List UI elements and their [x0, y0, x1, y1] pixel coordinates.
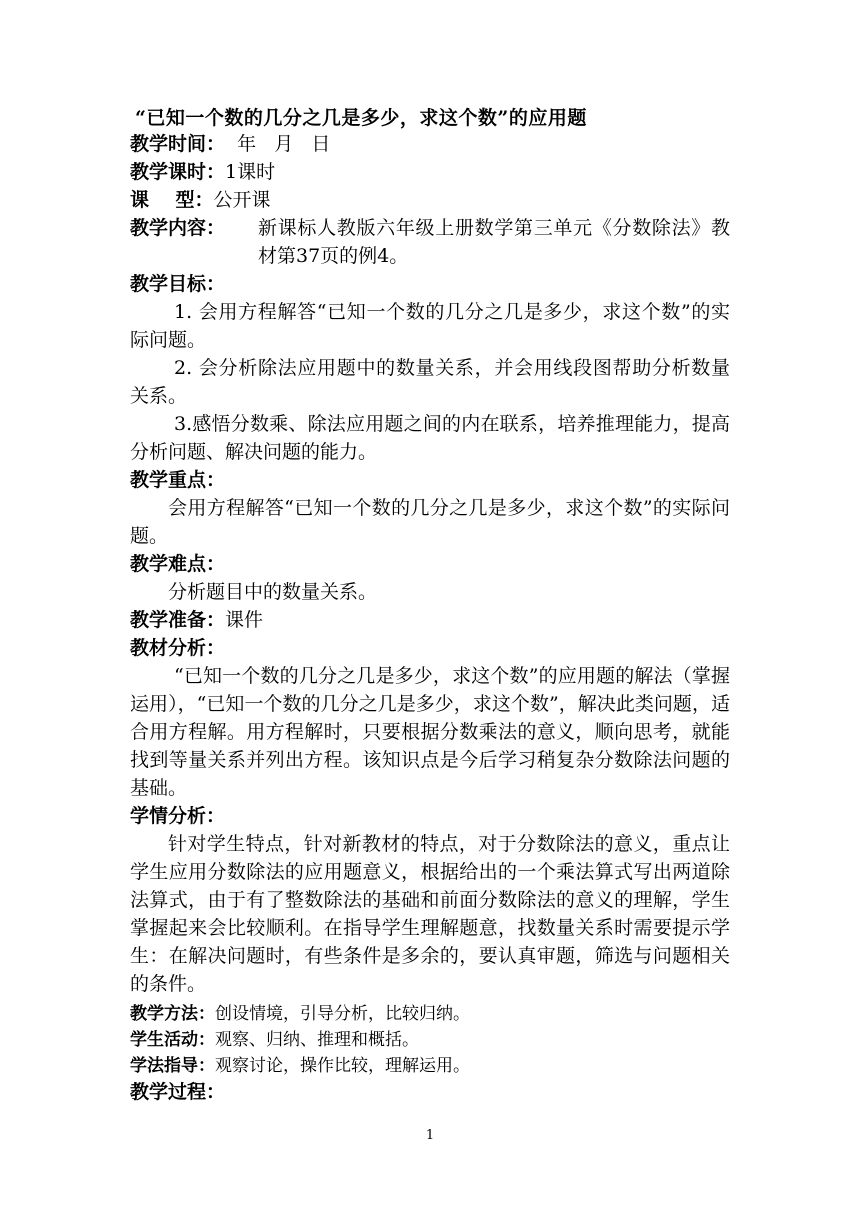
key-point-heading-row — [130, 466, 225, 494]
student-heading-row — [130, 802, 225, 830]
method-text: 创设情境，引导分析，比较归纳。 — [215, 1004, 470, 1024]
material-analysis-text: “已知一个数的几分之几是多少，求这个数”的应用题的解法（掌握运用），“已知一个数的几分之几是多少，求这个数”，解决此类问题，适合用方程解。用方程解时，只要根据分数乘法的意义，顺向思考，就能找到等量关系并列出方程。该知识点是今后学习稍复杂分数除法问题的基础。 — [130, 665, 730, 799]
activity-row — [130, 1026, 419, 1054]
goals-heading-row — [130, 270, 225, 298]
type-row — [130, 186, 270, 214]
difficulty-heading-row — [130, 550, 225, 578]
content-row-label — [130, 214, 225, 242]
guidance-label: 学法指导： — [130, 1056, 215, 1076]
student-analysis-label: 学情分析： — [130, 805, 226, 827]
lesson-title: “已知一个数的几分之几是多少，求这个数”的应用题 — [135, 107, 587, 129]
difficulty-label: 教学难点： — [130, 553, 226, 575]
type-label: 课 型： — [130, 189, 214, 211]
process-heading-row — [130, 1078, 225, 1106]
type-value: 公开课 — [213, 189, 271, 211]
preparation-label: 教学准备： — [130, 609, 226, 631]
preparation-text: 课件 — [225, 609, 264, 631]
activity-text: 观察、归纳、推理和概括。 — [215, 1030, 419, 1050]
time-value: 年 月 日 — [225, 133, 331, 155]
time-row — [130, 130, 330, 158]
content-label: 教学内容： — [130, 217, 226, 239]
activity-label: 学生活动： — [130, 1030, 215, 1050]
method-label: 教学方法： — [130, 1004, 215, 1024]
process-label: 教学过程： — [130, 1081, 226, 1103]
hours-label: 教学课时： — [130, 161, 226, 183]
guidance-text: 观察讨论，操作比较，理解运用。 — [215, 1056, 470, 1076]
page-number: 1 — [425, 1128, 435, 1143]
goals-label: 教学目标： — [130, 273, 226, 295]
hours-row — [130, 158, 275, 186]
key-point-label: 教学重点： — [130, 469, 226, 491]
goal-item: 2. 会分析除法应用题中的数量关系，并会用线段图帮助分析数量关系。 — [130, 357, 730, 407]
key-point-text: 会用方程解答“已知一个数的几分之几是多少，求这个数”的实际问题。 — [130, 497, 730, 547]
method-row — [130, 1000, 470, 1028]
student-analysis-text: 针对学生特点，针对新教材的特点，对于分数除法的意义，重点让学生应用分数除法的应用题意义，根据给出的一个乘法算式写出两道除法算式，由于有了整数除法的基础和前面分数除法的意义的理解，学生掌握起来会比较顺利。在指导学生理解题意，找数量关系时需要提示学生：在解决问题时，有些条件是多余的，要认真审题，筛选与问题相关的条件。 — [130, 833, 730, 995]
hours-value: 1课时 — [225, 161, 276, 183]
goal-item: 1. 会用方程解答“已知一个数的几分之几是多少，求这个数”的实际问题。 — [130, 301, 730, 351]
time-label: 教学时间： — [130, 133, 226, 155]
preparation-row — [130, 606, 263, 634]
material-analysis-label: 教材分析： — [130, 637, 226, 659]
difficulty-text: 分析题目中的数量关系。 — [168, 581, 378, 603]
material-heading-row — [130, 634, 225, 662]
goal-item: 3.感悟分数乘、除法应用题之间的内在联系，培养推理能力，提高分析问题、解决问题的能力。 — [130, 413, 730, 463]
guidance-row — [130, 1052, 470, 1080]
content-value: 新课标人教版六年级上册数学第三单元《分数除法》教材第37页的例4。 — [258, 217, 730, 267]
